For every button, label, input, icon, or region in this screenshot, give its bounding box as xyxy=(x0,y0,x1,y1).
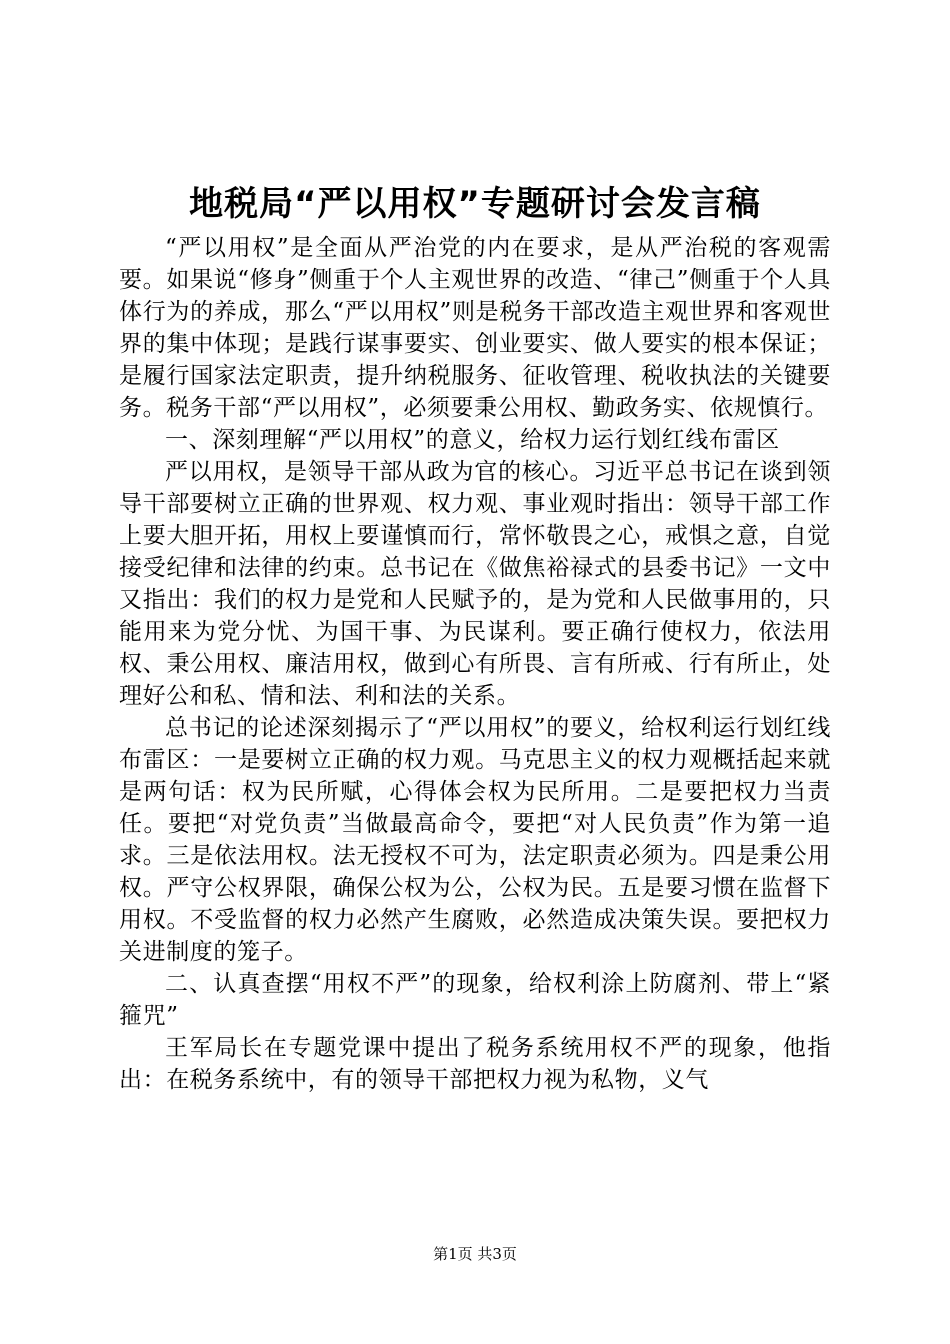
body-paragraph: 严以用权，是领导干部从政为官的核心。习近平总书记在谈到领导干部要树立正确的世界观、权力观、事业观时指出：领导干部工作上要大胆开拓，用权上要谨慎而行，常怀敬畏之心，戒惧之意，自觉接受纪律和法律的约束。总书记在《做焦裕禄式的县委书记》一文中又指出：我们的权力是党和人民赋予的，是为党和人民做事用的，只能用来为党分忧、为国干事、为民谋利。要正确行使权力，依法用权、秉公用权、廉洁用权，做到心有所畏、言有所戒、行有所止，处理好公和私、情和法、利和法的关系。 xyxy=(119,459,831,709)
section-heading: 一、深刻理解“严以用权”的意义，给权力运行划红线布雷区 xyxy=(165,427,780,453)
body-paragraph: “严以用权”是全面从严治党的内在要求，是从严治税的客观需要。如果说“修身”侧重于个人主观世界的改造、“律己”侧重于个人具体行为的养成，那么“严以用权”则是税务干部改造主观世界和客观世界的集中体现；是践行谋事要实、创业要实、做人要实的根本保证；是履行国家法定职责，提升纳税服务、征收管理、税收执法的关键要务。税务干部“严以用权”，必须要秉公用权、勤政务实、依规慎行。 xyxy=(119,235,831,421)
body-paragraph: 总书记的论述深刻揭示了“严以用权”的要义，给权利运行划红线布雷区：一是要树立正确的权力观。马克思主义的权力观概括起来就是两句话：权为民所赋，心得体会权为民所用。二是要把权力当责任。要把“对党负责”当做最高命令，要把“对人民负责”作为第一追求。三是依法用权。法无授权不可为，法定职责必须为。四是秉公用权。严守公权界限，确保公权为公，公权为民。五是要习惯在监督下用权。不受监督的权力必然产生腐败，必然造成决策失误。要把权力关进制度的笼子。 xyxy=(119,715,831,965)
document-body xyxy=(119,232,831,1096)
body-paragraph: 王军局长在专题党课中提出了税务系统用权不严的现象，他指出：在税务系统中，有的领导干部把权力视为私物，义气 xyxy=(119,1035,831,1093)
section-heading: 二、认真查摆“用权不严”的现象，给权利涂上防腐剂、带上“紧箍咒” xyxy=(119,971,831,1029)
document-title: 地税局“严以用权”专题研讨会发言稿 xyxy=(189,184,761,224)
page-number-footer: 第1页 共3页 xyxy=(433,1245,517,1263)
